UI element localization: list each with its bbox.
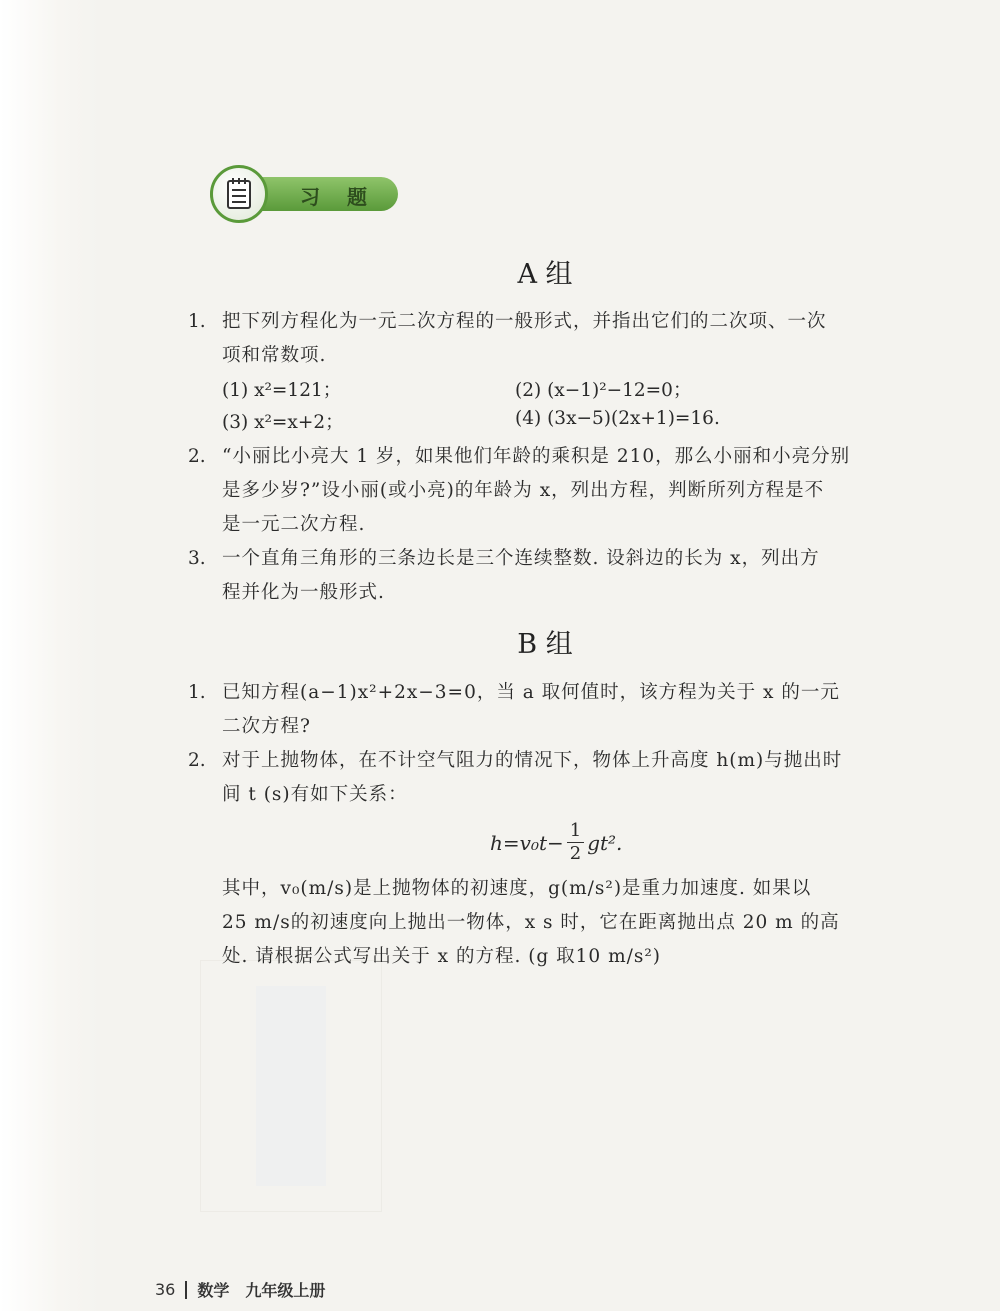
question-text: 二次方程? (222, 716, 311, 737)
footer-divider (185, 1281, 187, 1299)
question-text: 25 m/s的初速度向上抛出一物体，x s 时，它在距离抛出点 20 m 的高 (222, 912, 840, 933)
question-text: 其中，v₀(m/s)是上抛物体的初速度，g(m/s²)是重力加速度. 如果以 (222, 878, 812, 899)
group-b-question-1 (188, 676, 910, 744)
sub-item: (3) x²=x+2； (222, 412, 344, 433)
badge-label: 习 题 (300, 185, 377, 209)
sub-item: (1) x²=121； (222, 380, 342, 401)
bleed-through-figure (200, 960, 382, 1212)
question-text: 处. 请根据公式写出关于 x 的方程. (g 取10 m/s²) (222, 946, 661, 967)
group-a-question-1 (188, 305, 910, 373)
fraction-denominator: 2 (569, 843, 582, 864)
question-text: 是一元二次方程. (222, 514, 366, 535)
group-a-title: A 组 (517, 259, 573, 290)
notebook-icon (210, 165, 268, 223)
footer-grade: 九年级上册 (245, 1281, 326, 1300)
group-b-question-2-continued (188, 872, 910, 974)
group-b-question-2 (188, 744, 910, 812)
question-number: 1. (188, 682, 206, 703)
formula-right: gt². (587, 830, 623, 855)
exercise-badge (200, 165, 400, 221)
group-a-question-3 (188, 542, 910, 610)
question-text: 程并化为一般形式. (222, 582, 385, 603)
footer-subject: 数学 (197, 1281, 230, 1300)
sub-item: (2) (x−1)²−12=0； (515, 380, 692, 401)
sub-item: (4) (3x−5)(2x+1)=16. (515, 408, 720, 429)
group-a-question-2 (188, 440, 910, 542)
question-number: 1. (188, 311, 206, 332)
question-text: 是多少岁?”设小丽(或小亮)的年龄为 x，列出方程，判断所列方程是不 (222, 480, 825, 501)
question-number: 2. (188, 446, 206, 467)
page-footer (155, 1278, 341, 1301)
question-text: 项和常数项. (222, 345, 327, 366)
fraction (567, 820, 584, 865)
question-text: “小丽比小亮大 1 岁，如果他们年龄的乘积是 210，那么小丽和小亮分别 (222, 446, 851, 467)
question-text: 把下列方程化为一元二次方程的一般形式，并指出它们的二次项、一次 (222, 311, 827, 332)
question-text: 一个直角三角形的三条边长是三个连续整数. 设斜边的长为 x，列出方 (222, 548, 820, 569)
fraction-numerator: 1 (567, 820, 584, 843)
question-text: 已知方程(a−1)x²+2x−3=0，当 a 取何值时，该方程为关于 x 的一元 (222, 682, 840, 703)
question-text: 对于上抛物体，在不计空气阻力的情况下，物体上升高度 h(m)与抛出时 (222, 750, 843, 771)
group-b-title: B 组 (517, 629, 573, 660)
formula (490, 820, 622, 865)
question-text: 间 t (s)有如下关系： (222, 784, 408, 805)
question-number: 2. (188, 750, 206, 771)
page-number: 36 (155, 1280, 176, 1299)
formula-left: h=v₀t− (490, 830, 564, 855)
question-number: 3. (188, 548, 206, 569)
